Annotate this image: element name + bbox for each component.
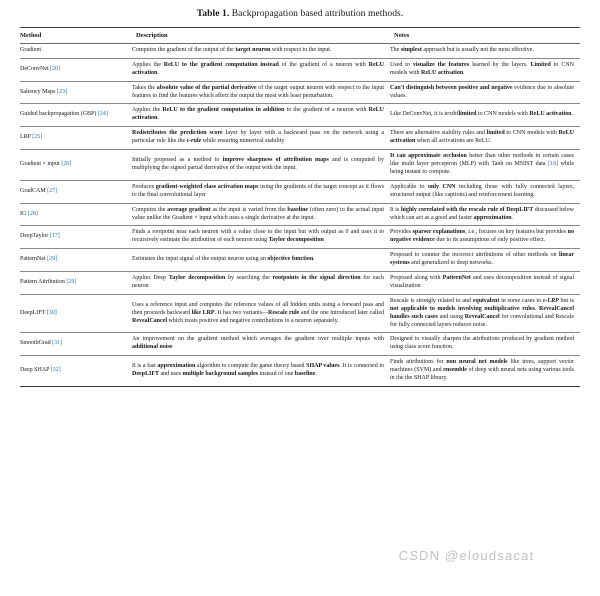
cell-description: Initially proposed as a method to improve sharpness of attribution maps and is computed by multiplying the signed partial derivative of the output with the input.: [132, 150, 390, 181]
cell-description: Applies Deep Taylor decomposition by searching the rootpoints in the signal direction for each neuron: [132, 272, 390, 295]
cell-notes: Applicable to only CNN including those with fully connected layers, structured output (like captions) and reinforcement learning.: [390, 180, 580, 203]
watermark: CSDN @eloudsacat: [398, 548, 535, 563]
table-row: [20, 81, 580, 104]
reference-link[interactable]: [26]: [61, 160, 72, 167]
cell-description: Takes the absolute value of the partial derivative of the target output neuron with respect to the input features to find the features which affect the output the most with least perturbation.: [132, 81, 390, 104]
caption-text: Backpropagation based attribution methods.: [231, 8, 404, 19]
column-header-notes: Notes: [390, 28, 580, 44]
column-header-description: Description: [132, 28, 390, 44]
reference-link[interactable]: [32]: [50, 367, 61, 374]
cell-method: Guided backpropagation (GBP) [24]: [20, 104, 132, 127]
reference-link[interactable]: [29]: [47, 256, 58, 263]
reference-link[interactable]: [30]: [46, 309, 57, 316]
reference-link[interactable]: [31]: [52, 340, 63, 347]
cell-notes: There are alternative stability rules and limited to CNN models with ReLU activation when all activations are ReLU.: [390, 127, 580, 150]
cell-notes: Rescale is strongly related to and equivalent in some cases to ε-LRP but is not applicable to models involving multiplicative rules. RevealCancel handles such cases and using RevealCancel for convolutional and Rescale for fully connected layers reduces noise.: [390, 294, 580, 333]
table-row: [20, 180, 580, 203]
cell-method: DeepTaylor [17]: [20, 226, 132, 249]
table-row: [20, 356, 580, 387]
reference-link[interactable]: [27]: [47, 187, 58, 194]
cell-method: IG [28]: [20, 203, 132, 226]
table-row: [20, 294, 580, 333]
reference-link[interactable]: [29]: [66, 278, 77, 285]
caption-label: Table 1.: [196, 8, 230, 19]
cell-notes: The simplest approach but is usually not the most effective.: [390, 43, 580, 58]
cell-description: Computes the average gradient as the input is varied from the baseline (often zero) to the actual input value unlike the Gradient × input which uses a single derivative at the input.: [132, 203, 390, 226]
table-row: [20, 43, 580, 58]
cell-method: DeConvNet [20]: [20, 58, 132, 81]
reference-link[interactable]: [23]: [57, 88, 67, 95]
cell-notes: Proposed along with PatternNet and uses decomposition instead of signal visualization: [390, 272, 580, 295]
cell-description: Uses a reference input and computes the reference values of all hidden units using a forward pass and then proceeds backward like LRP. It has two variants—Rescale rule and the one introduced later called RevealCancel which treats positive and negative contributions to a neuron separately.: [132, 294, 390, 333]
table-row: [20, 203, 580, 226]
attribution-methods-table: [20, 27, 580, 387]
cell-notes: Proposed to counter the incorrect attributions of other methods on linear systems and generalized to deep networks.: [390, 249, 580, 272]
cell-notes: Used to visualize the features learned by the layers. Limited to CNN models with ReLU activation.: [390, 58, 580, 81]
cell-description: Applies the ReLU to the gradient computation in addition to the gradient of a neuron with ReLU activation.: [132, 104, 390, 127]
reference-link[interactable]: [28]: [27, 210, 38, 217]
cell-method: Pattern Attribution [29]: [20, 272, 132, 295]
table-body: [20, 43, 580, 386]
cell-description: Computes the gradient of the output of the target neuron with respect to the input.: [132, 43, 390, 58]
cell-notes: Can't distinguish between positive and negative evidence due to absolute values.: [390, 81, 580, 104]
table-header: [20, 28, 580, 44]
table-row: [20, 272, 580, 295]
cell-method: Gradient: [20, 43, 132, 58]
cell-notes: Provides sparser explanations, i.e., focuses on key features but provides no negative evidence due to its assumptions of only positive effect.: [390, 226, 580, 249]
cell-description: Finds a rootpoint near each neuron with a value close to the input but with output as 0 and uses it to recursively estimate the attribution of each neuron using Taylor decomposition: [132, 226, 390, 249]
cell-notes: It is highly correlated with the rescale rule of DeepLIFT discussed below which can act as a good and faster approximation.: [390, 203, 580, 226]
cell-description: Estimates the input signal of the output neuron using an objective function.: [132, 249, 390, 272]
table-header-row: [20, 28, 580, 44]
reference-link[interactable]: [24]: [97, 111, 108, 118]
column-header-method: Method: [20, 28, 132, 44]
cell-notes: Designed to visually sharpen the attributions produced by gradient method using class score function.: [390, 333, 580, 356]
table-row: [20, 249, 580, 272]
cell-method: Gradient × input [26]: [20, 150, 132, 181]
table-row: [20, 104, 580, 127]
table-row: [20, 226, 580, 249]
cell-description: An improvement on the gradient method which averages the gradient over multiple inputs with additional noise: [132, 333, 390, 356]
cell-method: DeepLIFT [30]: [20, 294, 132, 333]
cell-method: SmoothGrad [31]: [20, 333, 132, 356]
cell-notes: It can approximate occlusion better than other methods in certain cases like multi layer perceptron (MLP) with Tanh on MNIST data [18] while being instant to compute.: [390, 150, 580, 181]
reference-link[interactable]: [17]: [49, 233, 60, 240]
reference-link[interactable]: [25]: [32, 134, 43, 141]
cell-method: Saliency Maps [23]: [20, 81, 132, 104]
cell-notes: Finds attributions for non neural net models like trees, support vector machines (SVM) and ensemble of deep with neural nets using various tools in the the SHAP library.: [390, 356, 580, 387]
cell-description: Produces gradient-weighted class activation maps using the gradients of the target concept as it flows to the final convolutional layer: [132, 180, 390, 203]
cell-method: LRP [25]: [20, 127, 132, 150]
cell-method: PatternNet [29]: [20, 249, 132, 272]
table-row: [20, 58, 580, 81]
table-row: [20, 150, 580, 181]
cell-method: Deep SHAP [32]: [20, 356, 132, 387]
table-row: [20, 127, 580, 150]
cell-description: Redistributes the prediction score layer by layer with a backward pass on the network using a particular rule like the ε-rule while ensuring numerical stability: [132, 127, 390, 150]
table-row: [20, 333, 580, 356]
cell-notes: Like DeConvNet, it is textbflimited to CNN models with ReLU activation.: [390, 104, 580, 127]
cell-method: GradCAM [27]: [20, 180, 132, 203]
cell-description: It is a fast approximation algorithm to compute the game theory based SHAP values. It is connected to DeepLIFT and uses multiple background samples instead of one baseline.: [132, 356, 390, 387]
reference-link[interactable]: [20]: [50, 65, 61, 72]
table-caption: [0, 0, 600, 27]
cell-description: Applies the ReLU to the gradient computation instead of the gradient of a neuron with ReLU activation.: [132, 58, 390, 81]
